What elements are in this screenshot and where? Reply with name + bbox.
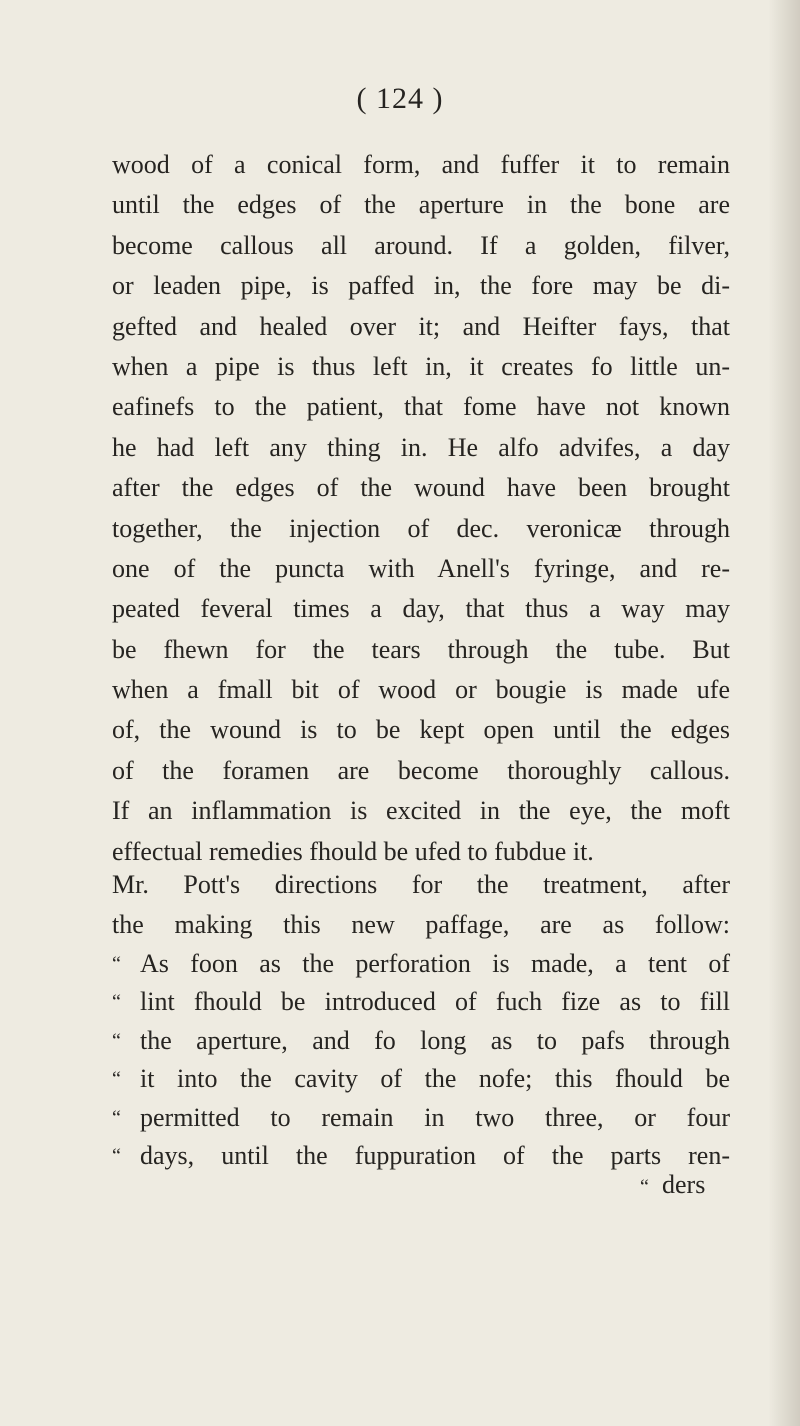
- quote-line: [112, 1022, 730, 1060]
- quote-mark: “: [112, 991, 121, 1014]
- quote-line: [112, 1060, 730, 1098]
- text-line: peated feveral times a day, that thus a way may: [112, 594, 730, 624]
- quote-mark: “: [112, 1068, 121, 1091]
- text-line: Mr. Pott's directions for the treatment, after: [112, 870, 730, 899]
- text-line: he had left any thing in. He alfo advifes, a day: [112, 432, 730, 462]
- quote-mark: “: [640, 1176, 649, 1198]
- text-line: the making this new paffage, are as follow:: [112, 910, 730, 940]
- paragraph-2: [112, 865, 730, 946]
- text-line: be fhewn for the tears through the tube. But: [112, 634, 730, 664]
- quote-text: the aperture, and fo long as to pafs through: [140, 1025, 730, 1055]
- quote-line: [112, 945, 730, 983]
- quote-line: [112, 983, 730, 1021]
- quote-text: it into the cavity of the nofe; this fhould be: [140, 1064, 730, 1094]
- text-line: become callous all around. If a golden, filver,: [112, 230, 730, 260]
- quote-mark: “: [112, 953, 121, 975]
- quote-mark: “: [112, 1029, 121, 1052]
- text-line: until the edges of the aperture in the bone are: [112, 190, 730, 220]
- text-line: gefted and healed over it; and Heifter fays, that: [112, 311, 730, 341]
- quote-text: days, until the fuppuration of the parts ren-: [140, 1140, 730, 1170]
- quote-text: permitted to remain in two three, or four: [140, 1102, 730, 1132]
- text-line: when a fmall bit of wood or bougie is made ufe: [112, 675, 730, 705]
- quote-mark: “: [112, 1106, 121, 1129]
- text-line: effectual remedies fhould be ufed to fubdue it.: [112, 836, 594, 866]
- catchword-text: ders: [662, 1170, 706, 1199]
- text-line: of the foramen are become thoroughly callous.: [112, 755, 730, 785]
- quote-line: [112, 1137, 730, 1175]
- text-line: If an inflammation is excited in the eye, the moft: [112, 796, 730, 826]
- text-line: wood of a conical form, and fuffer it to remain: [112, 150, 730, 179]
- text-line: one of the puncta with Anell's fyringe, and re-: [112, 553, 730, 583]
- quote-text: As foon as the perforation is made, a tent of: [140, 949, 730, 978]
- text-line: together, the injection of dec. veronicæ through: [112, 513, 730, 543]
- quotation: [112, 945, 730, 1175]
- text-line: or leaden pipe, is paffed in, the fore may be di-: [112, 271, 730, 301]
- page-number: ( 124 ): [356, 82, 444, 115]
- text-line: after the edges of the wound have been brought: [112, 473, 730, 503]
- text-line: of, the wound is to be kept open until the edges: [112, 715, 730, 745]
- text-line: eafinefs to the patient, that fome have not known: [112, 392, 730, 422]
- paragraph-1: [112, 145, 730, 872]
- text-line: when a pipe is thus left in, it creates fo little un-: [112, 351, 730, 381]
- page-edge-shadow: [768, 0, 800, 1426]
- quote-mark: “: [112, 1144, 121, 1167]
- quote-text: lint fhould be introduced of fuch fize as to fill: [140, 987, 730, 1017]
- catchword: [640, 1170, 705, 1200]
- quote-line: [112, 1099, 730, 1137]
